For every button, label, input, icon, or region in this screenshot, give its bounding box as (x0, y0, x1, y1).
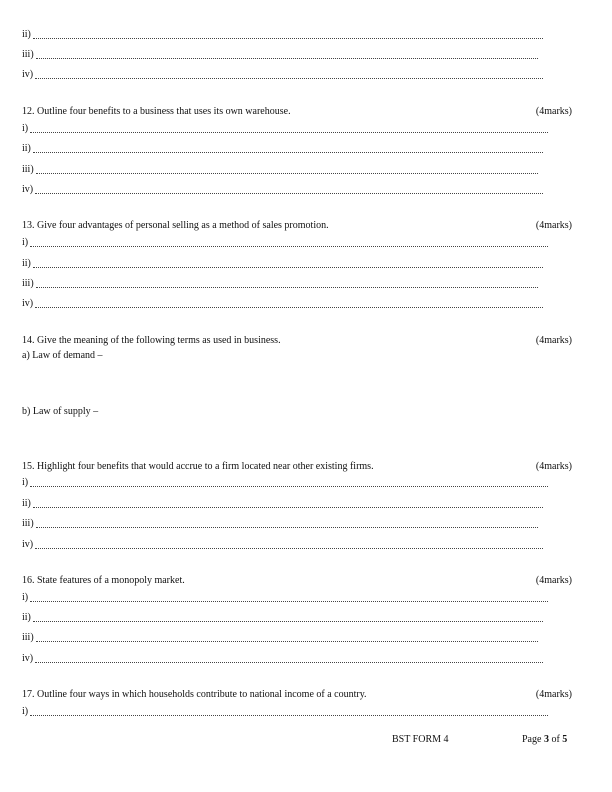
dotted-line (36, 58, 538, 59)
sub-question: b) Law of supply – (22, 406, 99, 417)
dotted-line (35, 307, 543, 308)
answer-line[interactable] (22, 298, 543, 310)
answer-line[interactable] (22, 49, 538, 61)
answer-line[interactable] (22, 653, 543, 665)
answer-label: ii) (22, 258, 31, 269)
question-text: 13. Give four advantages of personal selling as a method of sales promotion. (22, 220, 329, 231)
answer-label: ii) (22, 612, 31, 623)
dotted-line (30, 601, 548, 602)
answer-line[interactable] (22, 258, 543, 270)
answer-line[interactable] (22, 278, 538, 290)
answer-label: iii) (22, 278, 34, 289)
footer-page-number: Page 3 of 5 (522, 734, 568, 745)
dotted-line (36, 173, 538, 174)
answer-label: iii) (22, 632, 34, 643)
answer-label: iv) (22, 184, 34, 195)
dotted-line (33, 621, 543, 622)
answer-line[interactable] (22, 539, 543, 551)
dotted-line (30, 715, 548, 716)
marks-label: (4marks) (535, 461, 572, 472)
dotted-line (35, 78, 543, 79)
answer-line[interactable] (22, 184, 543, 196)
question (22, 575, 572, 587)
answer-line[interactable] (22, 477, 548, 489)
question (22, 106, 572, 118)
dotted-line (35, 548, 543, 549)
answer-label: i) (22, 237, 29, 248)
question-text: 12. Outline four benefits to a business that uses its own warehouse. (22, 106, 291, 117)
dotted-line (36, 527, 538, 528)
answer-label: i) (22, 477, 29, 488)
dotted-line (36, 641, 538, 642)
answer-line[interactable] (22, 592, 548, 604)
answer-label: iv) (22, 298, 34, 309)
answer-label: iii) (22, 49, 34, 60)
answer-label: iii) (22, 518, 34, 529)
answer-line[interactable] (22, 518, 538, 530)
marks-label: (4marks) (535, 106, 572, 117)
dotted-line (36, 287, 538, 288)
question-text: 16. State features of a monopoly market. (22, 575, 185, 586)
dotted-line (30, 246, 548, 247)
answer-label: iv) (22, 69, 34, 80)
question (22, 335, 572, 347)
answer-label: i) (22, 706, 29, 717)
marks-label: (4marks) (535, 689, 572, 700)
dotted-line (33, 152, 543, 153)
footer-form: BST FORM 4 (392, 734, 449, 745)
answer-line[interactable] (22, 69, 543, 81)
question-text: 15. Highlight four benefits that would accrue to a firm located near other existing firms. (22, 461, 374, 472)
marks-label: (4marks) (535, 335, 572, 346)
answer-label: ii) (22, 498, 31, 509)
answer-label: ii) (22, 29, 31, 40)
question-text: 14. Give the meaning of the following terms as used in business. (22, 335, 281, 346)
sub-question: a) Law of demand – (22, 350, 103, 361)
question (22, 689, 572, 701)
answer-line[interactable] (22, 164, 538, 176)
dotted-line (33, 267, 543, 268)
question-text: 17. Outline four ways in which households contribute to national income of a country. (22, 689, 367, 700)
answer-line[interactable] (22, 29, 543, 41)
answer-label: ii) (22, 143, 31, 154)
answer-label: i) (22, 592, 29, 603)
question (22, 461, 572, 473)
answer-line[interactable] (22, 143, 543, 155)
dotted-line (35, 662, 543, 663)
answer-label: iv) (22, 653, 34, 664)
dotted-line (33, 38, 543, 39)
question (22, 220, 572, 232)
answer-label: iii) (22, 164, 34, 175)
answer-line[interactable] (22, 237, 548, 249)
marks-label: (4marks) (535, 575, 572, 586)
answer-label: i) (22, 123, 29, 134)
answer-label: iv) (22, 539, 34, 550)
answer-line[interactable] (22, 632, 538, 644)
dotted-line (30, 486, 548, 487)
dotted-line (35, 193, 543, 194)
answer-line[interactable] (22, 498, 543, 510)
dotted-line (33, 507, 543, 508)
marks-label: (4marks) (535, 220, 572, 231)
answer-line[interactable] (22, 706, 548, 718)
dotted-line (30, 132, 548, 133)
answer-line[interactable] (22, 612, 543, 624)
answer-line[interactable] (22, 123, 548, 135)
